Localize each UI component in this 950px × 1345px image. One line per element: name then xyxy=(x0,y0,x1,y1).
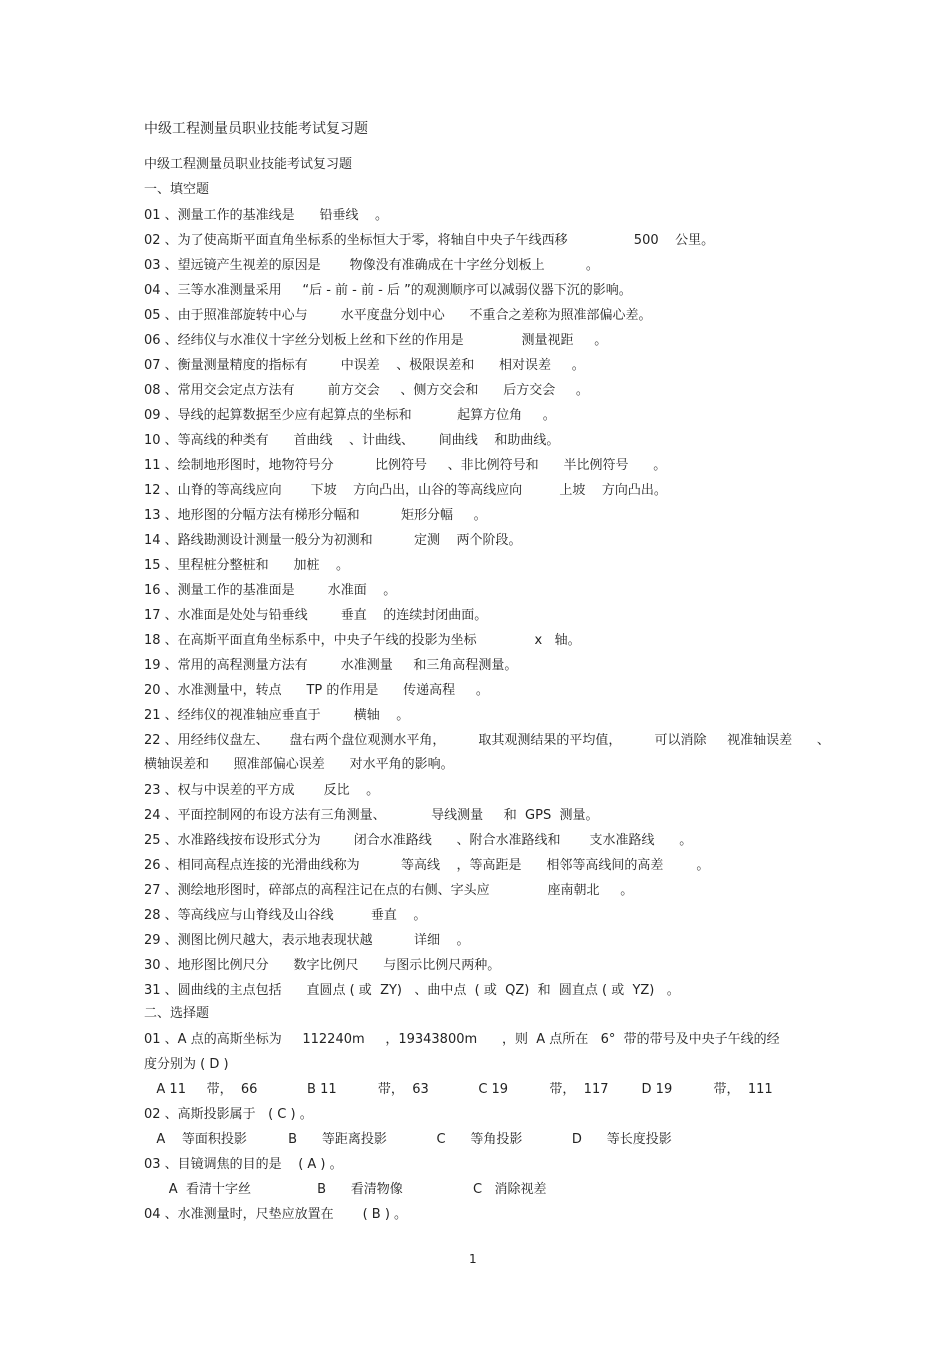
question-line-continued: 横轴误差和 照准部偏心误差 对水平角的影响。 xyxy=(144,757,454,772)
question-line: 06 、经纬仪与水准仪十字丝分划板上丝和下丝的作用是 测量视距 。 xyxy=(144,333,608,348)
question-line: 04 、三等水准测量采用 “后 - 前 - 前 - 后 ”的观测顺序可以减弱仪器下沉的影响。 xyxy=(144,283,632,298)
question-line: 26 、相同高程点连接的光滑曲线称为 等高线 ，等高距是 相邻等高线间的高差 。 xyxy=(144,858,710,873)
answer-options: A 11 带， 66 B 11 带， 63 C 19 带， 117 D 19 带， 111 xyxy=(144,1082,773,1097)
question-line: 31 、圆曲线的主点包括 直圆点 ( 或 ZY) 、曲中点 ( 或 QZ) 和 圆直点 ( 或 YZ) 。 xyxy=(144,983,680,998)
question-line: 11 、绘制地形图时，地物符号分 比例符号 、非比例符号和 半比例符号 。 xyxy=(144,458,667,473)
question-line: 02 、为了使高斯平面直角坐标系的坐标恒大于零，将轴自中央子午线西移 500 公里。 xyxy=(144,233,715,248)
question-line: 20 、水准测量中，转点 TP 的作用是 传递高程 。 xyxy=(144,683,489,698)
question-line: 24 、平面控制网的布设方法有三角测量、 导线测量 和 GPS 测量。 xyxy=(144,808,599,823)
question-line: 15 、里程桩分整桩和 加桩 。 xyxy=(144,558,349,573)
question-line: 16 、测量工作的基准面是 水准面 。 xyxy=(144,583,397,598)
question-line: 01 、A 点的高斯坐标为 112240m ，19343800m ，则 A 点所在 6° 带的带号及中央子午线的经 xyxy=(144,1032,780,1047)
answer-options: A 等面积投影 B 等距离投影 C 等角投影 D 等长度投影 xyxy=(144,1132,672,1147)
question-line: 19 、常用的高程测量方法有 水准测量 和三角高程测量。 xyxy=(144,658,518,673)
question-line: 30 、地形图比例尺分 数字比例尺 与图示比例尺两种。 xyxy=(144,958,501,973)
question-line: 27 、测绘地形图时，碎部点的高程注记在点的右侧、字头应 座南朝北 。 xyxy=(144,883,634,898)
question-line-continued: 度分别为 ( D ) xyxy=(144,1057,229,1072)
page-number: 1 xyxy=(469,1252,477,1266)
question-line: 04 、水准测量时，尺垫应放置在 ( B ) 。 xyxy=(144,1207,408,1222)
answer-options: A 看清十字丝 B 看清物像 C 消除视差 xyxy=(144,1182,547,1197)
question-line: 18 、在高斯平面直角坐标系中，中央子午线的投影为坐标 x 轴。 xyxy=(144,633,581,648)
question-line: 02 、高斯投影属于 ( C ) 。 xyxy=(144,1107,313,1122)
document-subtitle: 中级工程测量员职业技能考试复习题 xyxy=(144,157,353,172)
question-line: 28 、等高线应与山脊线及山谷线 垂直 。 xyxy=(144,908,427,923)
question-line: 07 、衡量测量精度的指标有 中误差 、极限误差和 相对误差 。 xyxy=(144,358,585,373)
section-heading-choice: 二、选择题 xyxy=(144,1006,210,1021)
question-line: 17 、水准面是处处与铅垂线 垂直 的连续封闭曲面。 xyxy=(144,608,488,623)
question-line: 03 、望远镜产生视差的原因是 物像没有准确成在十字丝分划板上 。 xyxy=(144,258,599,273)
question-line: 12 、山脊的等高线应向 下坡 方向凸出，山谷的等高线应向 上坡 方向凸出。 xyxy=(144,483,667,498)
question-line: 23 、权与中误差的平方成 反比 。 xyxy=(144,783,380,798)
question-line: 25 、水准路线按布设形式分为 闭合水准路线 、附合水准路线和 支水准路线 。 xyxy=(144,833,693,848)
question-line: 13 、地形图的分幅方法有梯形分幅和 矩形分幅 。 xyxy=(144,508,487,523)
question-line: 01 、测量工作的基准线是 铅垂线 。 xyxy=(144,208,388,223)
section-heading-fill-blank: 一、填空题 xyxy=(144,182,210,197)
document-title: 中级工程测量员职业技能考试复习题 xyxy=(144,121,368,137)
question-line: 09 、导线的起算数据至少应有起算点的坐标和 起算方位角 。 xyxy=(144,408,556,423)
question-line: 08 、常用交会定点方法有 前方交会 、侧方交会和 后方交会 。 xyxy=(144,383,589,398)
question-line: 29 、测图比例尺越大，表示地表现状越 详细 。 xyxy=(144,933,470,948)
question-line: 03 、目镜调焦的目的是 ( A ) 。 xyxy=(144,1157,343,1172)
question-line: 21 、经纬仪的视准轴应垂直于 横轴 。 xyxy=(144,708,410,723)
question-line: 05 、由于照准部旋转中心与 水平度盘分划中心 不重合之差称为照准部偏心差。 xyxy=(144,308,652,323)
question-line: 22 、用经纬仪盘左、 盘右两个盘位观测水平角， 取其观测结果的平均值， 可以消除 视准轴误差 、 xyxy=(144,733,830,748)
question-line: 14 、路线勘测设计测量一般分为初测和 定测 两个阶段。 xyxy=(144,533,522,548)
question-line: 10 、等高线的种类有 首曲线 、计曲线、 间曲线 和助曲线。 xyxy=(144,433,560,448)
